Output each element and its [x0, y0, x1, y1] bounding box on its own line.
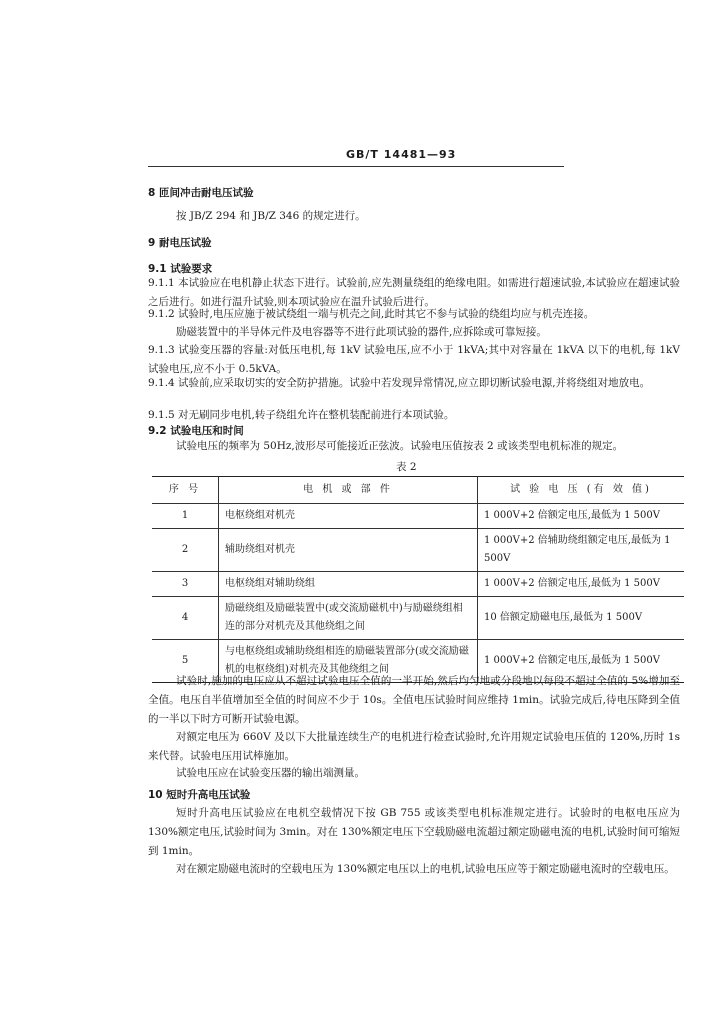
table-row: [152, 529, 684, 572]
section-8-body: 按 JB/Z 294 和 JB/Z 346 的规定进行。: [176, 210, 366, 222]
table-row: [152, 572, 684, 597]
cell-part: 电枢绕组对机壳: [219, 504, 478, 529]
cell-voltage: 1 000V+2 倍额定电压,最低为 1 500V: [478, 504, 685, 529]
section-9-title: 9 耐电压试验: [148, 237, 212, 249]
cell-index: 5: [152, 640, 219, 683]
para-after-table-2: 对额定电压为 660V 及以下大批量连续生产的电机进行检查试验时,允许用规定试验电压值的 120%,历时 1s 来代替。试验电压用试棒施加。: [148, 731, 680, 762]
cell-part: 辅助绕组对机壳: [219, 529, 478, 572]
para-after-table-3: 试验电压应在试验变压器的输出端测量。: [176, 767, 365, 779]
table-row: [152, 597, 684, 640]
table-header-row: [152, 477, 684, 504]
col-header-part: 电 机 或 部 件: [219, 477, 478, 504]
para-9-1-2b: 励磁装置中的半导体元件及电容器等不进行此项试验的器件,应拆除或可靠短接。: [176, 326, 547, 338]
para-9-1-1: 9.1.1 本试验应在电机静止状态下进行。试验前,应先测量绕组的绝缘电阻。如需进行超速试验,本试验应在超速试验之后进行。如进行温升试验,则本项试验应在温升试验后进行。: [148, 277, 680, 308]
para-9-1-2a: 9.1.2 试验时,电压应施于被试绕组一端与机壳之间,此时其它不参与试验的绕组均应与机壳连接。: [148, 308, 595, 320]
cell-index: 3: [152, 572, 219, 597]
doc-header: GB/T 14481—93: [346, 148, 457, 161]
col-header-voltage: 试 验 电 压 (有 效 值): [478, 477, 685, 504]
cell-part: 与电枢绕组或辅助绕组相连的励磁装置部分(或交流励磁机的电枢绕组)对机壳及其他绕组之间: [219, 640, 478, 683]
cell-part: 电枢绕组对辅助绕组: [219, 572, 478, 597]
section-10-title: 10 短时升高电压试验: [148, 789, 251, 801]
cell-voltage: 10 倍额定励磁电压,最低为 1 500V: [478, 597, 685, 640]
header-rule: [148, 166, 564, 167]
cell-index: 1: [152, 504, 219, 529]
para-9-1-3: 9.1.3 试验变压器的容量:对低压电机,每 1kV 试验电压,应不小于 1kVA;其中对容量在 1kVA 以下的电机,每 1kV 试验电压,应不小于 0.5kVA。: [148, 344, 680, 375]
para-9-1-4: 9.1.4 试验前,应采取切实的安全防护措施。试验中若发现异常情况,应立即切断试验电源,并将绕组对地放电。: [148, 377, 651, 389]
cell-index: 4: [152, 597, 219, 640]
cell-part: 励磁绕组及励磁装置中(或交流励磁机中)与励磁绕组相连的部分对机壳及其他绕组之间: [219, 597, 478, 640]
cell-index: 2: [152, 529, 219, 572]
section-9-2-title: 9.2 试验电压和时间: [148, 425, 244, 437]
section-8-title: 8 匝间冲击耐电压试验: [148, 187, 254, 199]
para-9-1-5: 9.1.5 对无刷同步电机,转子绕组允许在整机装配前进行本项试验。: [148, 409, 455, 421]
table-caption: 表 2: [396, 461, 417, 473]
table-row: [152, 504, 684, 529]
para-after-table-1: 试验时,施加的电压应从不超过试验电压全值的一半开始,然后均匀地或分段地以每段不超过全值的 5%增加至全值。电压自半值增加至全值的时间应不少于 10s。全值电压试验时间应维持 1min。试验完成后,待电压降到全值的一半以下时方可断开试验电源。: [148, 675, 680, 725]
section-9-1-title: 9.1 试验要求: [148, 263, 213, 275]
col-header-index: 序 号: [152, 477, 219, 504]
test-voltage-table: [152, 476, 684, 683]
para-9-2: 试验电压的频率为 50Hz,波形尽可能接近正弦波。试验电压值按表 2 或该类型电机标准的规定。: [176, 440, 624, 452]
para-10-1: 短时升高电压试验应在电机空载情况下按 GB 755 或该类型电机标准规定进行。试验时的电枢电压应为 130%额定电压,试验时间为 3min。对在 130%额定电压下空载励磁电流超过额定励磁电流的电机,试验时间可缩短到 1min。: [148, 807, 680, 857]
cell-voltage: 1 000V+2 倍额定电压,最低为 1 500V: [478, 572, 685, 597]
cell-voltage: 1 000V+2 倍额定电压,最低为 1 500V: [478, 640, 685, 683]
cell-voltage: 1 000V+2 倍辅助绕组额定电压,最低为 1 500V: [478, 529, 685, 572]
para-10-2: 对在额定励磁电流时的空载电压为 130%额定电压以上的电机,试验电压应等于额定励磁电流时的空载电压。: [176, 863, 675, 875]
